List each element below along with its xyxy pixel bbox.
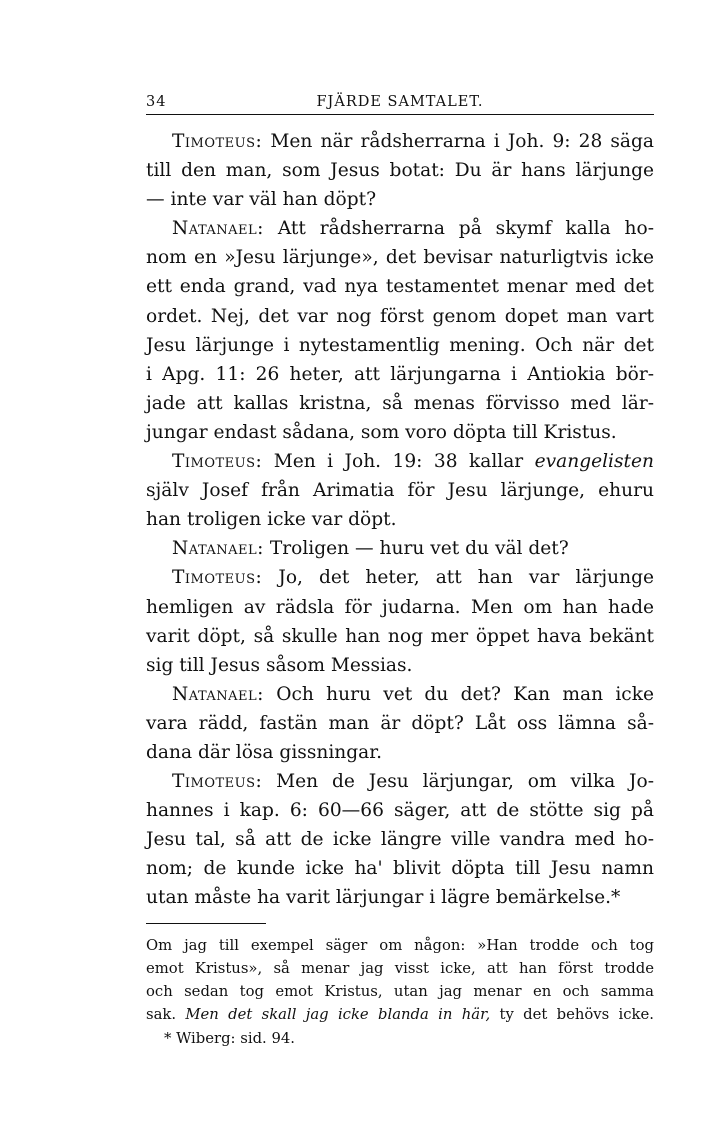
speaker-name: Timoteus: xyxy=(172,131,263,152)
speaker-name: Timoteus: xyxy=(172,771,263,793)
text-line: vara rädd, fastän man är döpt? Låt oss lämna så- xyxy=(146,712,654,734)
text-line: hemligen av rädsla för judarna. Men om han hade xyxy=(146,596,654,618)
text-line: han troligen icke var döpt. xyxy=(146,509,397,531)
text-line: — inte var väl han döpt? xyxy=(146,189,377,211)
running-title: FJÄRDE SAMTALET. xyxy=(316,94,484,110)
text-line: själv Josef från Arimatia för Jesu lärjunge, ehuru xyxy=(146,480,654,502)
text-line: Timoteus: Men i Joh. 19: 38 kallar evangelisten xyxy=(172,451,654,473)
italic-text: Men det skall jag icke blanda in här, xyxy=(185,1006,491,1024)
footnote-line: och sedan tog emot Kristus, utan jag menar en och samma xyxy=(146,983,654,1001)
speaker-name: Natanael: xyxy=(172,683,264,705)
footnote-line: Om jag till exempel säger om någon: »Han trodde och tog xyxy=(146,936,654,954)
text-line: Timoteus: Jo, det heter, att han var lärjunge xyxy=(172,567,654,589)
footnote-line: emot Kristus», så menar jag visst icke, att han först trodde xyxy=(146,959,654,977)
body-text xyxy=(146,127,654,913)
running-head xyxy=(146,88,654,114)
text-line: Natanael: Och huru vet du det? Kan man icke xyxy=(172,683,654,705)
italic-text: evangelisten xyxy=(534,451,654,473)
header-rule xyxy=(146,114,654,115)
text-line: jungar endast sådana, som voro döpta till Kristus. xyxy=(146,421,617,443)
text-line: Jesu lärjunge i nytestamentlig mening. Och när det xyxy=(146,334,654,356)
book-page xyxy=(146,88,654,1050)
text-line: till den man, som Jesus botat: Du är hans lärjunge xyxy=(146,160,654,182)
text-line: sig till Jesus såsom Messias. xyxy=(146,654,413,676)
text-line: Jesu tal, så att de icke längre ville vandra med ho- xyxy=(146,829,654,851)
footnotes xyxy=(146,934,654,1050)
speaker-name: Natanael: xyxy=(172,218,264,240)
text-line: Timoteus: Men de Jesu lärjungar, om vilka Jo- xyxy=(172,771,654,793)
text-line: Timoteus: Men när rådsherrarna i Joh. 9: 28 säga xyxy=(172,131,654,152)
text-line: varit döpt, så skulle han nog mer öppet hava bekänt xyxy=(146,625,654,647)
speaker-name: Timoteus: xyxy=(172,567,263,589)
text-line: Natanael: Troligen — huru vet du väl det? xyxy=(172,538,569,560)
speaker-name: Timoteus: xyxy=(172,451,263,473)
speaker-name: Natanael: xyxy=(172,538,264,560)
text-line: jade att kallas kristna, så menas förvisso med lär- xyxy=(146,392,654,414)
footnote-rule xyxy=(146,923,266,924)
footnote-reference: * Wiberg: sid. 94. xyxy=(164,1029,295,1047)
footnote-line: sak. Men det skall jag icke blanda in här, ty det behövs icke. xyxy=(146,1006,654,1024)
text-line: utan måste ha varit lärjungar i lägre bemärkelse.* xyxy=(146,887,621,909)
text-line: nom; de kunde icke ha' blivit döpta till Jesu namn xyxy=(146,858,654,880)
text-line: hannes i kap. 6: 60—66 säger, att de stötte sig på xyxy=(146,800,654,822)
text-line: dana där lösa gissningar. xyxy=(146,741,382,763)
text-line: nom en »Jesu lärjunge», det bevisar naturligtvis icke xyxy=(146,247,654,269)
text-line: ordet. Nej, det var nog först genom dopet man vart xyxy=(146,305,654,327)
page-number: 34 xyxy=(146,94,167,110)
text-line: ett enda grand, vad nya testamentet menar med det xyxy=(146,276,654,298)
text-line: Natanael: Att rådsherrarna på skymf kalla ho- xyxy=(172,218,654,240)
text-line: i Apg. 11: 26 heter, att lärjungarna i Antiokia bör- xyxy=(146,363,654,385)
